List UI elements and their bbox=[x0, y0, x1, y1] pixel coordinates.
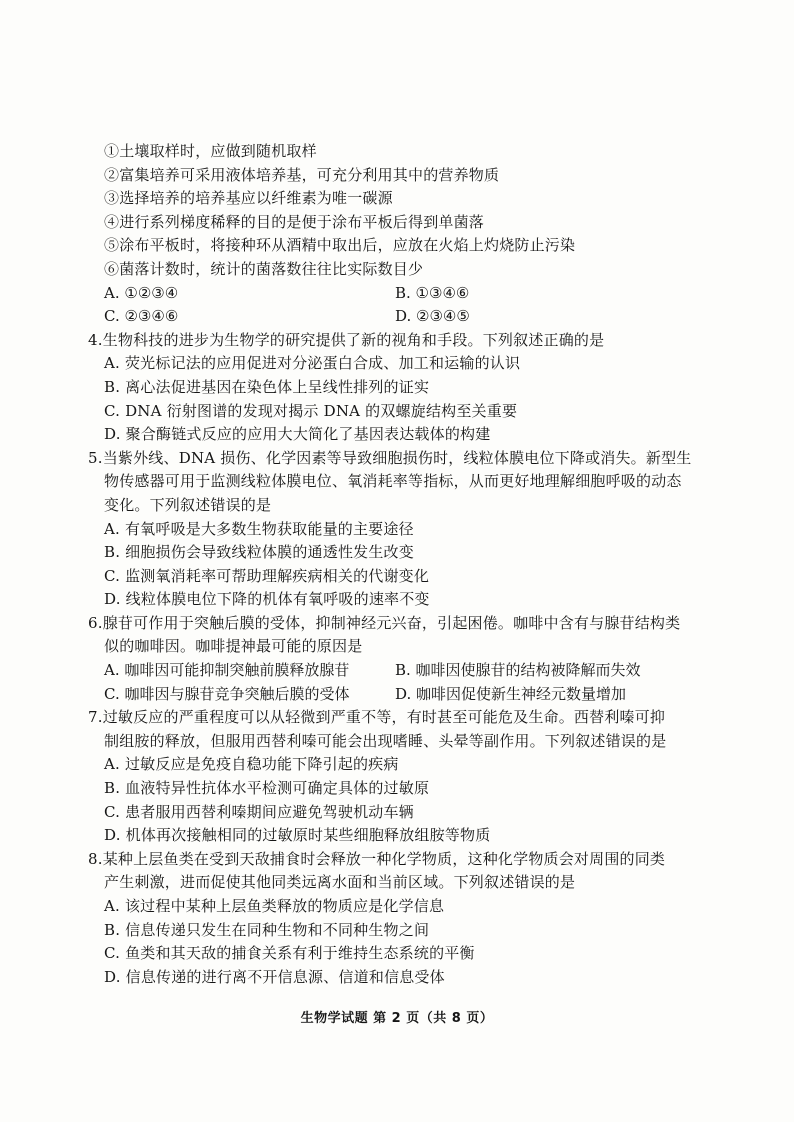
q6-stem-line-2: 似的咖啡因。咖啡提神最可能的原因是 bbox=[104, 637, 363, 656]
q3-options-row-1 bbox=[104, 282, 704, 306]
q7-option-c: C. 患者服用西替利嗪期间应避免驾驶机动车辆 bbox=[104, 802, 414, 821]
q3-item-2: ②富集培养可采用液体培养基，可充分利用其中的营养物质 bbox=[104, 165, 500, 184]
q3-option-d: D. ②③④⑤ bbox=[395, 307, 470, 326]
q7-option-a: A. 过敏反应是免疫自稳功能下降引起的疾病 bbox=[104, 755, 399, 774]
q4-option-d: D. 聚合酶链式反应的应用大大简化了基因表达载体的构建 bbox=[104, 425, 491, 444]
page-content bbox=[88, 140, 704, 989]
q3-option-b: B. ①③④⑥ bbox=[395, 283, 470, 302]
q3-options-row-2 bbox=[104, 305, 704, 329]
q7-stem-line-1: 7.过敏反应的严重程度可以从轻微到严重不等，有时甚至可能危及生命。西替利嗪可抑 bbox=[88, 708, 666, 727]
q6-option-a: A. 咖啡因可能抑制突触前膜释放腺苷 bbox=[104, 661, 350, 680]
q8-option-d: D. 信息传递的进行离不开信息源、信道和信息受体 bbox=[104, 967, 445, 986]
q5-stem-line-1: 5.当紫外线、DNA 损伤、化学因素等导致细胞损伤时，线粒体膜电位下降或消失。新型生 bbox=[88, 448, 692, 467]
q6-option-c: C. 咖啡因与腺苷竞争突触后膜的受体 bbox=[104, 684, 350, 703]
q6-option-b: B. 咖啡因使腺苷的结构被降解而失效 bbox=[395, 661, 641, 680]
q8-stem-line-2: 产生刺激，进而促使其他同类远离水面和当前区域。下列叙述错误的是 bbox=[104, 873, 576, 892]
q3-item-1: ①土壤取样时，应做到随机取样 bbox=[104, 142, 317, 160]
q5-option-b: B. 细胞损伤会导致线粒体膜的通透性发生改变 bbox=[104, 543, 414, 562]
q8-stem-line-1: 8.某种上层鱼类在受到天敌捕食时会释放一种化学物质，这种化学物质会对周围的同类 bbox=[88, 849, 666, 868]
q6-options-row-1 bbox=[104, 659, 704, 683]
q5-option-d: D. 线粒体膜电位下降的机体有氧呼吸的速率不变 bbox=[104, 590, 430, 609]
q5-stem-line-3: 变化。下列叙述错误的是 bbox=[104, 495, 272, 514]
q3-option-a: A. ①②③④ bbox=[104, 283, 179, 302]
q8-option-a: A. 该过程中某种上层鱼类释放的物质应是化学信息 bbox=[104, 897, 445, 915]
q4-stem: 4.生物科技的进步为生物学的研究提供了新的视角和手段。下列叙述正确的是 bbox=[88, 330, 605, 349]
q7-option-d: D. 机体再次接触相同的过敏原时某些细胞释放组胺等物质 bbox=[104, 826, 491, 845]
q4-option-a: A. 荧光标记法的应用促进对分泌蛋白合成、加工和运输的认识 bbox=[104, 354, 521, 373]
q6-options-row-2 bbox=[104, 683, 704, 707]
q7-stem-line-2: 制组胺的释放，但服用西替利嗪可能会出现嗜睡、头晕等副作用。下列叙述错误的是 bbox=[104, 731, 667, 750]
q8-option-b: B. 信息传递只发生在同种生物和不同种生物之间 bbox=[104, 920, 430, 939]
q5-stem-line-2: 物传感器可用于监测线粒体膜电位、氧消耗率等指标，从而更好地理解细胞呼吸的动态 bbox=[104, 472, 682, 491]
q3-item-5: ⑤涂布平板时，将接种环从酒精中取出后，应放在火焰上灼烧防止污染 bbox=[104, 236, 576, 255]
q3-item-4: ④进行系列梯度稀释的目的是便于涂布平板后得到单菌落 bbox=[104, 212, 485, 231]
page-footer: 生物学试题 第 2 页（共 8 页） bbox=[300, 1011, 494, 1026]
q6-stem-line-1: 6.腺苷可作用于突触后膜的受体，抑制神经元兴奋，引起困倦。咖啡中含有与腺苷结构类 bbox=[88, 613, 681, 632]
q3-option-c: C. ②③④⑥ bbox=[104, 307, 179, 326]
q5-option-a: A. 有氧呼吸是大多数生物获取能量的主要途径 bbox=[104, 519, 414, 538]
q4-option-b: B. 离心法促进基因在染色体上呈线性排列的证实 bbox=[104, 377, 430, 396]
q8-option-c: C. 鱼类和其天敌的捕食关系有利于维持生态系统的平衡 bbox=[104, 944, 475, 963]
q7-option-b: B. 血液特异性抗体水平检测可确定具体的过敏原 bbox=[104, 779, 430, 798]
q5-option-c: C. 监测氧消耗率可帮助理解疾病相关的代谢变化 bbox=[104, 566, 430, 585]
q3-item-6: ⑥菌落计数时，统计的菌落数往往比实际数目少 bbox=[104, 259, 424, 278]
q3-item-3: ③选择培养的培养基应以纤维素为唯一碳源 bbox=[104, 189, 393, 208]
q4-option-c: C. DNA 衍射图谱的发现对揭示 DNA 的双螺旋结构至关重要 bbox=[104, 401, 518, 420]
q6-option-d: D. 咖啡因促使新生神经元数量增加 bbox=[395, 684, 627, 703]
